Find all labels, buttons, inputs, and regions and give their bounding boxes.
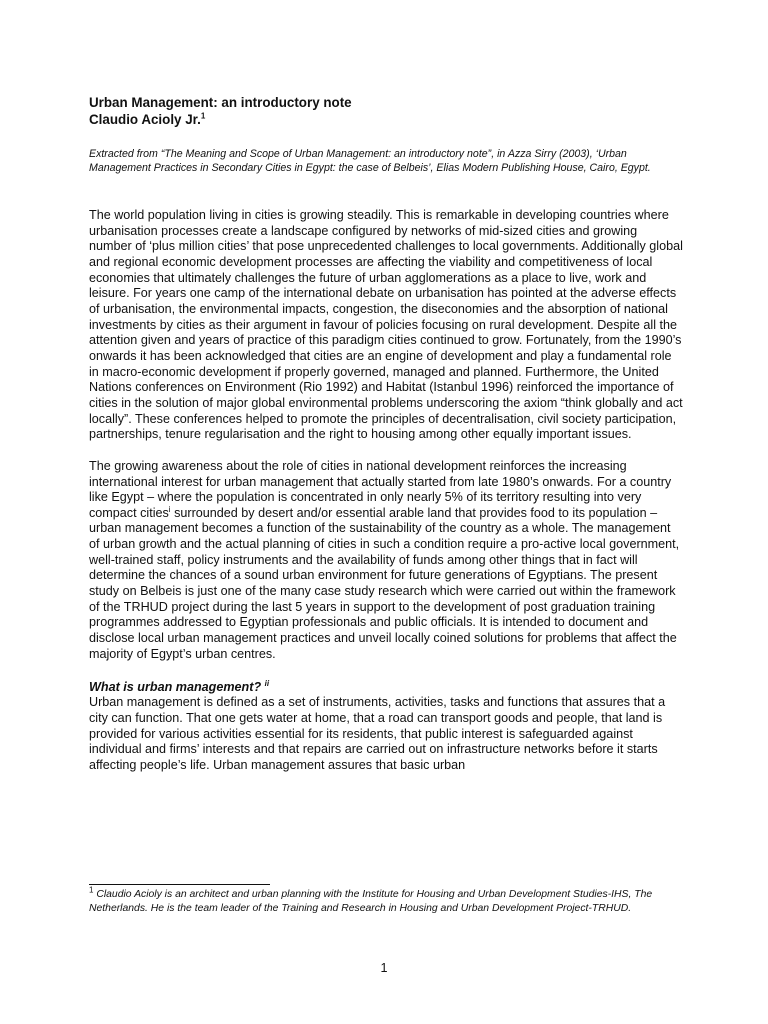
- paragraph-2-text-b: surrounded by desert and/or essential arable land that provides food to its population – urban management becomes a function of the sustainability of the country as a whole. The management of urban growth and the actual planning of cities in such a condition require a pro-active local government, well-trained staff, policy instruments and the availability of funds among other things that in fact will determine the chances of a sound urban environment for future generations of Egyptians. The present study on Belbeis is just one of the many case study research which were carried out within the framework of the TRHUD project during the last 5 years in support to the development of post graduation training programmes addressed to Egyptian professionals and public officials. It is intended to document and disclose local urban management practices and unveil locally coined solutions for problems that affect the majority of Egypt’s urban centres.: [89, 505, 680, 661]
- page-number: 1: [380, 961, 388, 975]
- footnote-1: [89, 885, 683, 915]
- author-line: [89, 111, 683, 128]
- paragraph-2: [89, 459, 683, 663]
- document-body: [89, 94, 683, 774]
- title-text: Urban Management: an introductory note: [89, 95, 352, 110]
- paragraph-2-text-a: The growing awareness about the role of cities in national development reinforces the increasing international interest for urban management that actually started from late 1980’s onwards. For a country like Egypt – where the population is concentrated in only nearly 5% of its territory resulting into very compact cities: [89, 458, 672, 520]
- paragraph-3: Urban management is defined as a set of instruments, activities, tasks and functions that assures that a city can function. That one gets water at home, that a road can transport goods and people, that land is provided for various activities essential for its residents, that public interest is safeguarded against individual and firms’ interests and that repairs are carried out on infrastructure networks before it starts affecting people’s life. Urban management assures that basic urban: [89, 695, 666, 772]
- document-title: [89, 94, 683, 111]
- author-name: Claudio Acioly Jr.: [89, 112, 201, 127]
- paragraph-1: The world population living in cities is growing steadily. This is remarkable in developing countries where urbanisation processes create a landscape configured by networks of mid-sized cities and growing number of ‘plus million cities’ that pose unprecedented challenges to local governments. Additionally global and regional economic development processes are affecting the viability and competitiveness of local economies that ultimately challenges the future of urban agglomerations as a place to live, work and leisure. For years one camp of the international debate on urbanisation has pointed at the adverse effects of urbanisation, the environmental impacts, congestion, the diseconomies and the absorption of national investments by cities as their argument in favour of policies focusing on rural development. Despite all the attention given and years of practice of this paradigm cities continued to grow. Fortunately, from the 1990’s onwards it has been acknowledged that cities are an engine of development and play a fundamental role in macro-economic development if properly governed, managed and planned. Furthermore, the United Nations conferences on Environment (Rio 1992) and Habitat (Istanbul 1996) reinforced the importance of cities in the solution of major global environmental problems underscoring the axiom “think globally and act locally”. These conferences helped to promote the principles of decentralisation, civil society participation, partnerships, tenure regularisation and the right to housing among other equally important issues.: [89, 208, 683, 442]
- section-heading-urban-management: [89, 679, 683, 695]
- endnote-marker-i[interactable]: i: [168, 504, 171, 514]
- section-heading-text: What is urban management?: [89, 680, 262, 695]
- extract-note: Extracted from “The Meaning and Scope of Urban Management: an introductory note”, in Azza Sirry (2003), ‘Urban Management Practices in Secondary Cities in Egypt: the case of Belbeis’, Elias Modern Publishing House, Cairo, Egypt.: [89, 148, 651, 174]
- footnote-separator: [89, 884, 270, 885]
- author-footnote-marker[interactable]: 1: [200, 111, 206, 121]
- footnote-marker: 1: [89, 885, 94, 895]
- endnote-marker-ii[interactable]: ii: [264, 679, 270, 689]
- footnote-text: Claudio Acioly is an architect and urban planning with the Institute for Housing and Urban Development Studies-IHS, The Netherlands. He is the team leader of the Training and Research in Housing and Urban Development Project-TRHUD.: [89, 889, 653, 914]
